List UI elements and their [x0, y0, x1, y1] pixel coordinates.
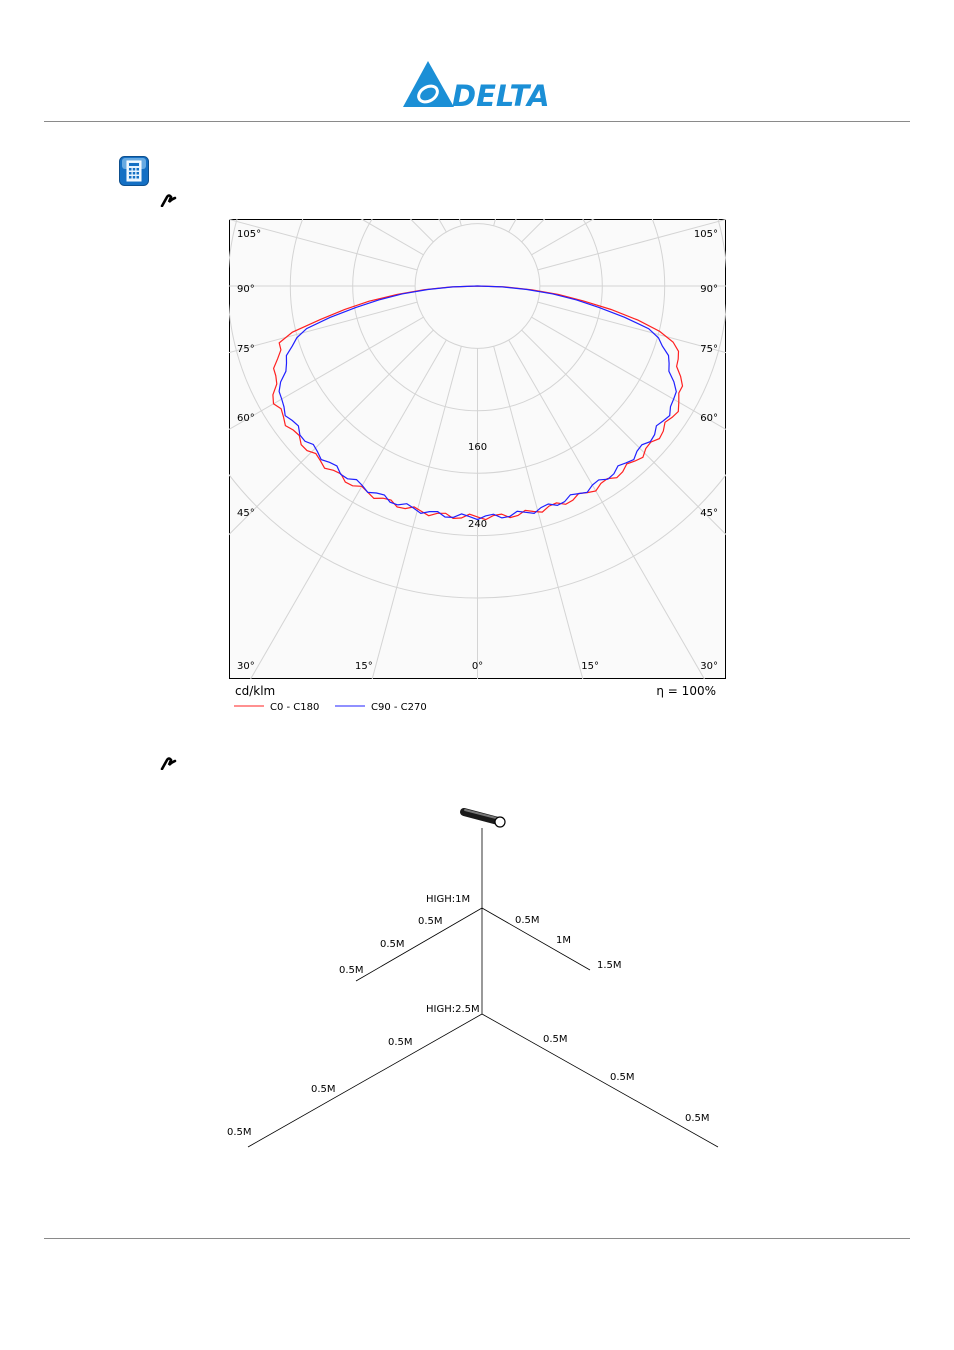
ring-label-240: 240 — [468, 519, 488, 530]
distance-label: 0.5M — [388, 1037, 413, 1048]
delta-logo — [402, 60, 550, 110]
angle-label: 15° — [581, 661, 599, 672]
tube-lamp-icon — [464, 810, 505, 827]
distance-label: 0.5M — [311, 1084, 336, 1095]
height-label-1: HIGH:1M — [426, 894, 471, 905]
angle-label: 30° — [700, 661, 718, 672]
pen-icon — [160, 193, 178, 207]
efficiency-label: η = 100% — [656, 684, 716, 698]
legend-label-c0: C0 - C180 — [270, 702, 320, 713]
angle-label: 15° — [355, 661, 373, 672]
pen-icon — [160, 756, 178, 770]
distance-label: 0.5M — [543, 1034, 568, 1045]
axis-lines — [248, 828, 718, 1147]
logo-text: DELTA — [452, 79, 550, 110]
angle-label: 105° — [693, 229, 718, 240]
calculator-icon — [119, 156, 149, 186]
distance-label: 1.5M — [597, 960, 622, 971]
distance-label: 1M — [556, 935, 571, 946]
mounting-height-diagram — [222, 792, 732, 1162]
angle-label: 60° — [700, 413, 718, 424]
unit-label: cd/klm — [235, 684, 276, 698]
distance-label: 0.5M — [515, 915, 540, 926]
footer-rule — [44, 1238, 910, 1239]
distance-label: 0.5M — [610, 1072, 635, 1083]
angle-label: 0° — [471, 661, 484, 672]
angle-label: 30° — [237, 661, 255, 672]
angle-label: 60° — [237, 413, 255, 424]
header-rule — [44, 121, 910, 122]
polar-distribution-chart — [229, 219, 726, 716]
distance-label: 0.5M — [380, 939, 405, 950]
angle-label: 90° — [237, 284, 255, 295]
angle-label: 45° — [237, 508, 255, 519]
legend-label-c90: C90 - C270 — [371, 702, 427, 713]
angle-label: 105° — [237, 229, 262, 240]
distance-label: 0.5M — [227, 1127, 252, 1138]
angle-label: 45° — [700, 508, 718, 519]
distance-label: 0.5M — [339, 965, 364, 976]
distance-label: 0.5M — [418, 916, 443, 927]
ring-label-160: 160 — [468, 442, 488, 453]
angle-label: 75° — [700, 344, 718, 355]
angle-label: 75° — [237, 344, 255, 355]
height-label-2: HIGH:2.5M — [426, 1004, 480, 1015]
angle-label: 90° — [700, 284, 718, 295]
distance-label: 0.5M — [685, 1113, 710, 1124]
